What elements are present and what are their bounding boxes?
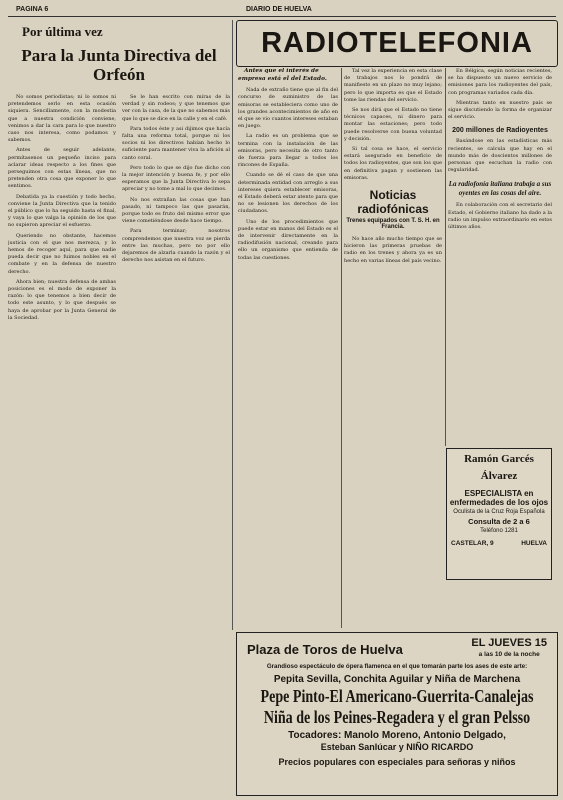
ad-phone: Teléfono 1281: [480, 528, 518, 534]
italian-radio-heading: La radiofonía italiana trabaja a sus oyentes en las cosas del aire.: [448, 180, 552, 198]
radio-column-1: [238, 68, 338, 628]
poster-date: EL JUEVES 15: [471, 637, 547, 649]
radio-paragraph: Nada de extraño tiene que al fin del concurso de suministro de las emisoras se estableciera como uno de los grandes acontecimientos de año en el que se vio cuantos intereses estaban en juego.: [238, 87, 338, 130]
radio-paragraph: No hace año mucho tiempo que se hicieron las primeras pruebas de radio en los trenes y ahora ya es un hecho en varias líneas del país vecino.: [344, 236, 442, 264]
article-paragraph: Se le han escrito con miras de la verdad y sin rodeos; y que tenemos que ver con la casa, de la que no sabemos más que lo que se dice en la calle y en el café.: [122, 94, 230, 122]
ad-name-line2: Álvarez: [480, 470, 518, 482]
radio-paragraph: Basándose en las estadísticas más recientes, se calcula que hay en el mundo más de doscientos millones de personas que escuchan la radio con regularidad.: [448, 138, 552, 174]
poster-artists-line1: Pepita Sevilla, Conchita Aguilar y Niña de Marchena: [273, 674, 521, 685]
article-paragraph: Antes de seguir adelante, permítasenos un pequeño inciso para aclarar ideas respecto a los fines que perseguimos con estas líneas, que no pretenden otra cosa que exponer lo que sentimos.: [8, 147, 116, 190]
poster-guitarists-2: Esteban Sanlúcar y NIÑO RICARDO: [320, 742, 474, 752]
radio-paragraph: La radio es un problema que se termina con la instalación de las emisoras, pero necesita de otro tanto de fuerza para llegar a todos los rincones de España.: [238, 133, 338, 169]
article-paragraph: Debatida ya la cuestión y todo hecho, conviene la Junta Directiva que la tenido el público que lo ha seguido hasta el final, y vaya lo que valga la opinión de los que no supieron apreciar el esfuerzo.: [8, 193, 116, 229]
article-kicker: Por última vez: [22, 24, 103, 39]
bullring-poster: [236, 632, 558, 796]
article-paragraph: No nos extrañan las cosas que han pasado, ni tampoco las que pasarán, porque todo es fruto del mismo error que viene cometiéndose desde hace tiempo.: [122, 196, 230, 225]
poster-guitarists: Tocadores: Manolo Moreno, Antonio Delgado,: [288, 730, 506, 741]
ad-city: HUELVA: [521, 540, 547, 547]
newspaper-name: DIARIO DE HUELVA: [246, 6, 312, 13]
article-headline: Para la Junta Directiva del Orfeón: [21, 46, 217, 84]
news-box-title: Noticias radiofónicas: [357, 188, 429, 217]
ad-institution: Oculista de la Cruz Roja Española: [453, 509, 545, 515]
radio-intro: Antes que el interés de empresa está el del Estado.: [238, 68, 327, 82]
page-header: [8, 4, 556, 17]
article-column-b: [122, 94, 230, 325]
article-column-a: [8, 94, 116, 325]
column-divider: [445, 68, 446, 446]
ad-address: CASTELAR, 9: [451, 540, 494, 547]
article-paragraph: Pero todo lo que se dijo fue dicho con la mejor intención y buena fe, y por ello esperamos que la Junta Directiva lo sepa apreciar y no tome a mal lo que decimos.: [122, 164, 230, 193]
poster-venue: Plaza de Toros de Huelva: [247, 641, 403, 657]
radioyentes-heading: 200 millones de Radioyentes: [452, 127, 548, 135]
poster-prices: Precios populares con especiales para señoras y niños: [278, 757, 516, 767]
ad-specialty: ESPECIALISTA en enfermedades de los ojos: [449, 489, 549, 507]
article-paragraph: Ahora bien; nuestra defensa de ambas posiciones es el modo de exponer la razón: lo que tenemos a bien decir de todo este asunto, y lo que después se haya de aprobar por la Junta General de la Sociedad.: [8, 278, 116, 321]
orfeon-article: [8, 20, 230, 794]
news-box-subtitle: Trenes equipados con T. S. H. en Francia.: [346, 218, 440, 231]
radio-paragraph: En colaboración con el secretario del Estado, el Gobierno italiano ha dado a la radio un impulso extraordinario en estos últimos años.: [448, 202, 552, 231]
radio-paragraph: Cuando se dé el caso de que una determinada entidad con arreglo a sus intereses quiera establecer emisoras, el Estado deberá estar atento para que no se lesionen los derechos de los ciudadanos.: [238, 172, 338, 215]
radio-paragraph: Uno de los procedimientos que puede estar en manos del Estado es el de intervenir directamente en la radiodifusión nacional, creando para ello un organismo que entienda de todas las cuestiones.: [238, 218, 338, 261]
poster-artists-big1: Pepe Pinto-El Americano-Guerrita-Canalejas: [260, 686, 534, 706]
column-divider: [341, 68, 342, 628]
column-divider: [232, 20, 233, 630]
radio-paragraph: Mientras tanto en nuestro país se sigue discutiendo la forma de organizar el servicio.: [448, 99, 552, 121]
poster-intro: Grandioso espectáculo de ópera flamenca en el que tomarán parte los ases de este arte:: [266, 663, 528, 670]
radio-paragraph: Se nos dirá que el Estado no tiene técnicos capaces, ni dinero para montar las estaciones; pero todo puede resolverse con buena voluntad y decisión.: [344, 107, 442, 142]
page-number: PAGINA 6: [16, 6, 49, 13]
article-paragraph: No somos periodistas; ni lo somos ni pretendemos serlo en esta ocasión siquiera. Sencillamente, con la modestia que a nuestra condición conviene, venimos a dar la cara para lo que nuestro caso nos interesa, como podamos y sabemos.: [8, 94, 116, 144]
radio-section-title: RADIOTELEFONIA: [261, 27, 533, 59]
ad-hours: Consulta de 2 a 6: [468, 517, 530, 526]
poster-time: a las 10 de la noche: [478, 651, 540, 658]
radio-paragraph: En Bélgica, según noticias recientes, se ha dispuesto un nuevo servicio de emisiones para los radioyentes del país, con programas variados cada día.: [448, 68, 552, 96]
article-paragraph: Queriendo no obstante, hacemos justicia con el que nos merezca, y lo hemos de recoger aquí, para que nadie pueda decir que no fuimos nobles en el combate y en la defensa de nuestro derecho.: [8, 232, 116, 275]
article-paragraph: Para todos éste y asi dijimos que hacía falta una reforma total, porque ni los socios ni los directivos habían hecho lo suficiente para mantener viva la afición al canto coral.: [122, 125, 230, 161]
radio-column-2: [344, 68, 442, 628]
radio-paragraph: Tal vez la experiencia en esta clase de trabajos nos lo pondrá de manifiesto en un plazo no muy lejano; pero lo que importa es que el Estado tome las riendas del servicio.: [344, 68, 442, 103]
article-paragraph: Para terminar; nosotros comprendemos que nuestra voz se pierda entre las muchas, pero no por ello dejaremos de alzarla cuando la razón y el derecho nos asistan en el futuro.: [122, 228, 230, 264]
radio-column-3: [448, 68, 552, 446]
radio-paragraph: Si tal cosa se hace, el servicio estará asegurado en beneficio de todos los radioyentes, que son los que en definitiva pagan y sostienen las emisoras.: [344, 146, 442, 181]
poster-date-block: [471, 637, 547, 661]
ad-name-line1: Ramón Garcés: [464, 453, 534, 465]
radio-section-banner: [236, 20, 558, 67]
oculist-advertisement: [446, 448, 552, 580]
poster-artists-big2: Niña de los Peines-Regadera y el gran Pelsso: [263, 707, 531, 727]
